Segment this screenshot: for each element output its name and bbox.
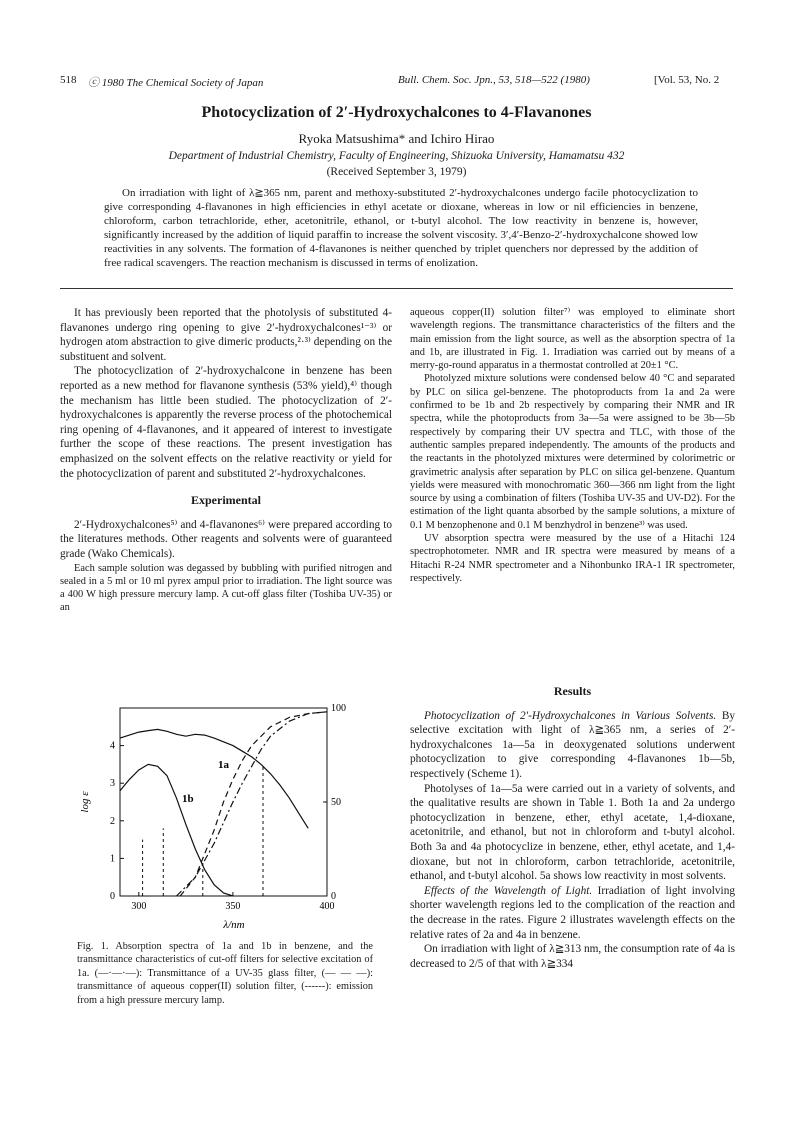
y-tick-label: 2 xyxy=(110,815,115,827)
intro-paragraph-2: The photocyclization of 2′-hydroxychalcone in benzene has been reported as a new method for flavanone synthesis (53% yield),⁴⁾ though the mechanism has little been studied. The photocyclization of 2′-hydroxychalcones is apparently the reverse process of the photochemical ring opening of 4-flavanones, and it appeared of interest to investigate further the scope of these reactions. The present investigation has emphasized on the solvent effects on the relative reactivity or yield for the photocyclization of parent and substituted 2′-hydroxychalcones. xyxy=(60,365,392,480)
experimental-continued-3: UV absorption spectra were measured by the use of a Hitachi 124 spectrophotometer. NMR and IR spectra were measured by means of a Hitachi R-24 NMR spectrometer and a Nihonbunko IRA-1 IR spectrometer, respectively. xyxy=(410,533,735,584)
series-label-1b: 1b xyxy=(182,793,194,805)
y2-tick-label: 100 xyxy=(331,703,346,714)
x-tick-label: 400 xyxy=(319,901,335,912)
y2-tick-label: 0 xyxy=(331,891,336,902)
results-paragraph-4: On irradiation with light of λ≧313 nm, the consumption rate of 4a is decreased to 2/5 of that with λ≧334 xyxy=(410,943,735,970)
experimental-paragraph-1: 2′-Hydroxychalcones⁵⁾ and 4-flavanones⁶⁾ were prepared according to the literatures methods. Other reagents and solvents were of guaranteed grade (Wako Chemicals). xyxy=(60,518,392,560)
y-tick-label: 3 xyxy=(110,778,115,790)
results-section xyxy=(410,684,735,971)
volume-info: [Vol. 53, No. 2 xyxy=(654,74,720,86)
results-paragraph-2: Photolyses of 1a—5a were carried out in a variety of solvents, and the qualitative results are shown in Table 1. Both 1a and 2a undergo photocyclization in benzene, ether, ethyl acetate, 1,4-dioxane, acetonitrile, and ethanol, but not in chloroform and t-butyl alcohol. Both 3a and 4a photocyclize in benzene, ether, ethyl acetate, and 1,4-dioxane, but not in chloroform, carbon tetrachloride, acetonitrile, ethanol, and t-butyl alcohol. 5a shows low reactivity in most solvents. xyxy=(410,782,735,883)
results-heading: Results xyxy=(553,684,592,698)
experimental-continued-2: Photolyzed mixture solutions were condensed below 40 °C and separated by PLC on silica gel-benzene. The photoproducts from 1a and 2a were confirmed to be 1b and 2b respectively by comparing their NMR and IR spectra, while the photoproducts from 3a—5a were assigned to be 3b—5b respectively by comparing their UV spectra and TLC, with those of the authentic samples prepared independently. The amounts of the products and the reactants in the photolyzed mixtures were determined by colorimetric or gravimetric analysis after separation by PLC on silica gel-benzene. Quantum yields were measured with monochromatic 360—366 nm light from the light source by using a combination of filters (Toshiba UV-35 and UV-D2). For the estimation of the light quanta absorbed by the sample solutions, a mixture of 0.1 M benzophenone and 0.1 M benzhydrol in benzene³⁾ was used. xyxy=(410,373,735,531)
transmittance-copper-filter-line xyxy=(180,712,327,896)
page-number: 518 xyxy=(60,74,77,86)
absorption-line-1b xyxy=(120,764,233,896)
experimental-heading: Experimental xyxy=(191,493,261,508)
x-tick-label: 350 xyxy=(225,901,241,912)
x-tick-label: 300 xyxy=(131,901,147,912)
experimental-continued-1: aqueous copper(II) solution filter⁷⁾ was employed to eliminate short wavelength regions. The transmittance characteristics of the filters and the main emission from the light source, as well as the absorption spectra of 1a and 1b, are illustrated in Fig. 1. Irradiation was carried out by means of a merry-go-round apparatus in a thermostat controlled at 20±1 °C. xyxy=(410,307,735,372)
y2-tick-label: 50 xyxy=(331,797,341,808)
subsection-title-solvents: Photocyclization of 2′-Hydroxychalcones in Various Solvents. xyxy=(424,709,717,722)
intro-paragraph-1: It has previously been reported that the photolysis of substituted 4-flavanones undergo ring opening to give 2′-hydroxychalcones¹⁻³⁾ or hydrogen atom abstraction to give dimeric products,²·³⁾ depending on the substituent and solvent. xyxy=(60,307,392,363)
received-date: (Received September 3, 1979) xyxy=(326,166,467,178)
author-affiliation: Department of Industrial Chemistry, Faculty of Engineering, Shizuoka University, Hamamatsu 432 xyxy=(168,150,625,162)
figure-1-chart xyxy=(76,702,376,934)
abstract-divider xyxy=(60,288,733,289)
article-authors: Ryoka Matsushima* and Ichiro Hirao xyxy=(298,131,495,146)
absorption-line-1a xyxy=(120,729,308,828)
y-tick-label: 0 xyxy=(110,891,115,902)
y-tick-label: 1 xyxy=(110,853,115,865)
journal-citation: Bull. Chem. Soc. Jpn., 53, 518—522 (1980) xyxy=(398,74,590,86)
article-title: Photocyclization of 2′-Hydroxychalcones to 4-Flavanones xyxy=(201,104,592,121)
copyright-notice: ⓒ 1980 The Chemical Society of Japan xyxy=(88,77,264,89)
left-column-text xyxy=(60,306,392,615)
experimental-paragraph-2: Each sample solution was degassed by bubbling with purified nitrogen and sealed in a 5 ml or 10 ml pyrex ampul prior to irradiation. The light source was a 400 W high pressure mercury lamp. A cut-off glass filter (Toshiba UV-35) or an xyxy=(60,562,392,614)
y-axis-label: log ε xyxy=(79,791,91,813)
abstract: On irradiation with light of λ≧365 nm, parent and methoxy-substituted 2′-hydroxychalcones undergo facile photocyclization to give corresponding 4-flavanones in high efficiencies in ethyl acetate or dioxane, whereas in low or nil efficiencies in benzene, chloroform, carbon tetrachloride, ether, acetonitrile, ethanol, or t-butyl alcohol. The low reactivity in benzene is, however, significantly increased by the addition of liquid paraffin to increase the solvent viscosity. 3′,4′-Benzo-2′-hydroxychalcone showed low reactivities in any solvents. The formation of 4-flavanones is neither quenched by triplet quenchers nor depressed by the addition of free radical scavengers. The reaction mechanism is discussed in terms of enolization. xyxy=(104,187,698,270)
subsection-text-wavelength: Irradiation of light involving shorter wavelength regions led to the complication of the reaction and the decrease in the rates. Figure 2 illustrates wavelength effects on the relative rates of 2a and 4a in benzene. xyxy=(410,884,735,941)
series-label-1a: 1a xyxy=(218,759,229,771)
subsection-title-wavelength: Effects of the Wavelength of Light. xyxy=(424,884,593,897)
right-column-text xyxy=(410,306,735,585)
subsection-text-solvents: By selective excitation with light of λ≧365 nm, a series of 2′-hydroxychalcones 1a—5a in deoxygenated solutions underwent photocyclization to give corresponding 4-flavanones 1b—5b, respectively (Scheme 1). xyxy=(410,709,735,780)
figure-1-caption: Fig. 1. Absorption spectra of 1a and 1b in benzene, and the transmittance characteristics of cut-off filters for selective excitation of 1a. (—·—·—): Transmittance of a UV-35 glass filter, (— — —): transmittance of aqueous copper(II) solution filter, (------): emission from a high pressure mercury lamp. xyxy=(77,941,373,1006)
x-axis-label: λ/nm xyxy=(223,919,245,931)
y-tick-label: 4 xyxy=(110,740,115,752)
